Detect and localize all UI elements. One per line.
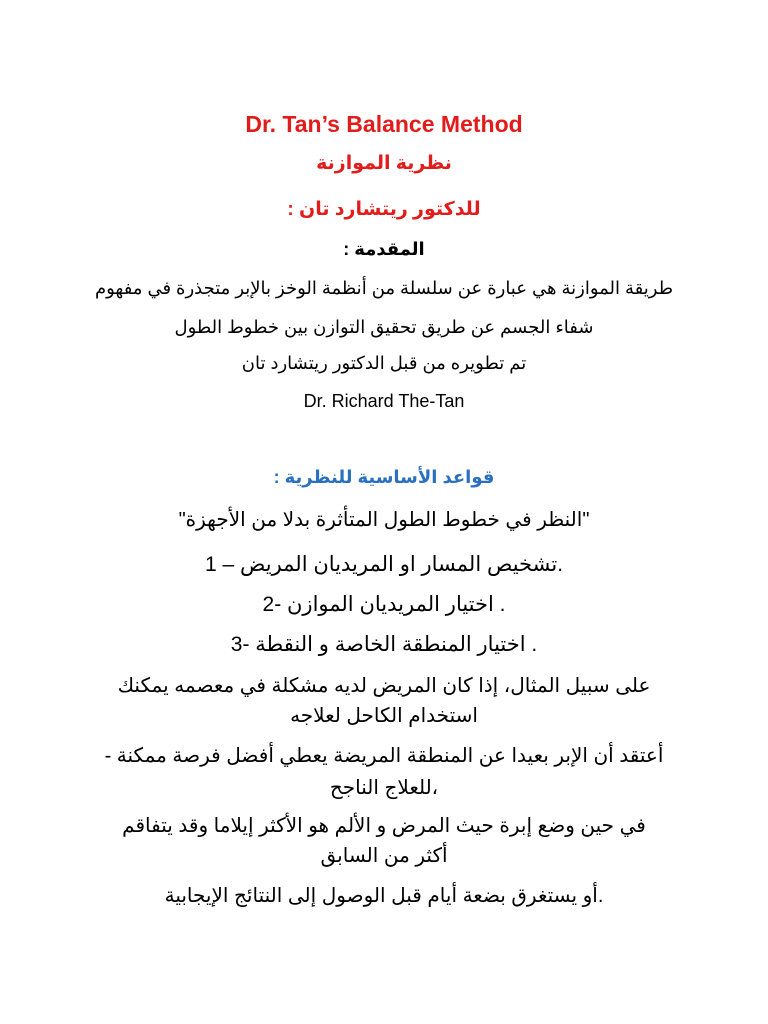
- example-line-2: استخدام الكاحل لعلاجه: [290, 705, 478, 727]
- step-2: . اختيار المريديان الموازن -2: [262, 593, 506, 616]
- closing-line: .أو يستغرق بضعة أيام قبل الوصول إلى النتائج الإيجابية: [164, 885, 604, 907]
- contrast-line-2: أكثر من السابق: [320, 845, 448, 867]
- step-3: . اختيار المنطقة الخاصة و النقطة -3: [230, 633, 538, 656]
- intro-line-1: طريقة الموازنة هي عبارة عن سلسلة من أنظمة الوخز بالإبر متجذرة في مفهوم: [94, 278, 674, 298]
- rules-heading: قواعد الأساسية للنظرية :: [273, 467, 495, 487]
- document-title: Dr. Tan’s Balance Method: [245, 111, 523, 137]
- author-english: Dr. Richard The-Tan: [303, 391, 465, 411]
- rules-quote: "النظر في خطوط الطول المتأثرة بدلا من الأجهزة": [178, 509, 590, 531]
- belief-line-2: ،للعلاج الناجح: [329, 777, 439, 799]
- contrast-line-1: في حين وضع إبرة حيث المرض و الألم هو الأكثر إيلاما وقد يتفاقم: [122, 815, 646, 837]
- intro-heading: المقدمة :: [343, 239, 425, 259]
- author-arabic: للدكتور ريتشارد تان :: [287, 199, 481, 220]
- subtitle-arabic: نظرية الموازنة: [316, 153, 452, 174]
- intro-line-3: تم تطويره من قبل الدكتور ريتشارد تان: [241, 353, 527, 373]
- example-line-1: على سبيل المثال، إذا كان المريض لديه مشكلة في معصمه يمكنك: [117, 675, 651, 697]
- belief-line-1: أعتقد أن الإبر بعيدا عن المنطقة المريضة يعطي أفضل فرصة ممكنة -: [104, 745, 664, 767]
- intro-line-2: شفاء الجسم عن طريق تحقيق التوازن بين خطوط الطول: [174, 317, 594, 337]
- step-1: .تشخيص المسار او المريديان المريض – 1: [204, 553, 564, 576]
